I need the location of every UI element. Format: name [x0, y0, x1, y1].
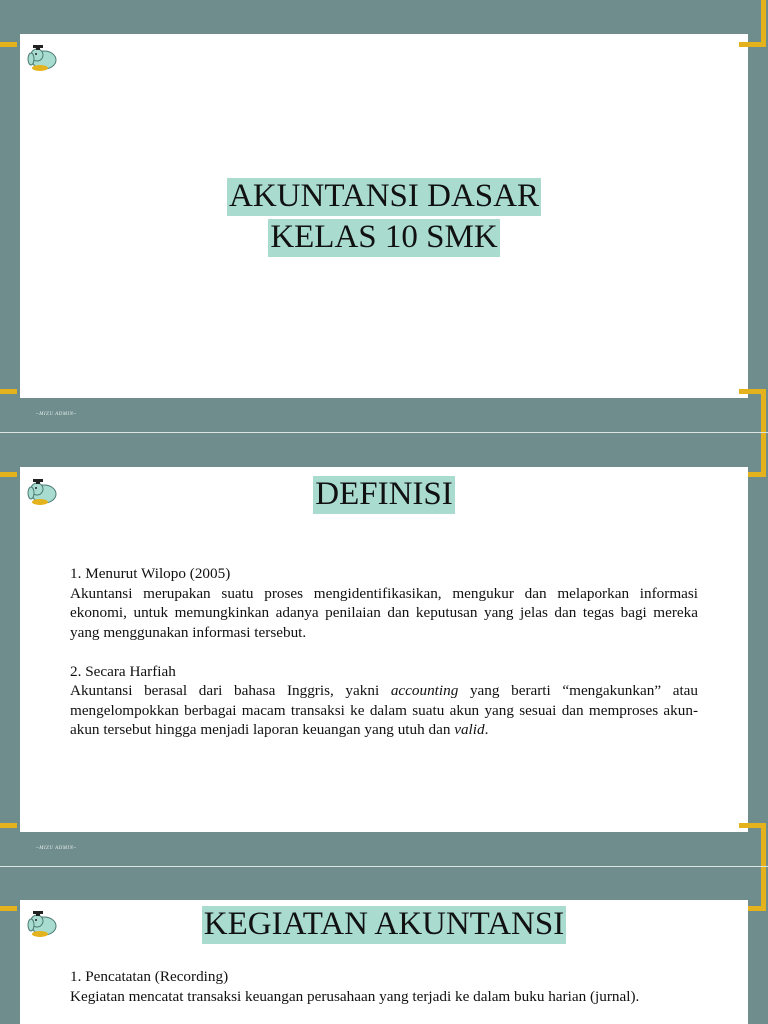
definition-2-text-c: . [484, 721, 489, 738]
activity-1-heading: 1. Pencatatan (Recording) [70, 968, 229, 985]
slide-2-divider [0, 866, 768, 867]
slide-2-bottom-left-bracket [0, 823, 17, 911]
definition-2-italic-valid: valid [454, 721, 485, 738]
definition-1-text: Akuntansi merupakan suatu proses mengidentifikasikan, mengukur dan melaporkan informasi ekonomi, untuk memungkinkan adanya penilaian dan keputusan yang jelas dan tegas bagi mereka yang menggunakan informasi tersebut. [70, 584, 698, 641]
definition-2-text-b: yang berarti “mengakunkan” atau mengelompokkan berbagai macam transaksi ke dalam suatu akun yang sesuai dan memproses akun-akun tersebut hingga menjadi laporan keuangan yang utuh dan [70, 682, 698, 738]
mascot-icon [26, 40, 60, 74]
slide-2-bottom-right-bracket [739, 823, 766, 911]
definition-2-text [70, 681, 698, 740]
definition-2-italic-accounting: accounting [390, 682, 459, 699]
definition-2-text-a: Akuntansi berasal dari bahasa Inggris, yakni [70, 682, 391, 699]
slide-1-top-right-bracket [739, 0, 766, 47]
slide-2-title [20, 476, 748, 514]
slide-1-bottom-left-bracket [0, 389, 17, 477]
slide-1-footer: ~MIZU ADMIN~ [36, 412, 77, 417]
slide-2-title-text: DEFINISI [315, 476, 453, 512]
slide-2-body [70, 564, 698, 740]
slide-1-title [20, 178, 748, 257]
definition-2-heading: 2. Secara Harfiah [70, 662, 176, 680]
definition-1-heading: 1. Menurut Wilopo (2005) [70, 565, 231, 582]
slide-1-top-left-bracket [0, 0, 17, 47]
activity-1-text: Kegiatan mencatat transaksi keuangan perusahaan yang terjadi ke dalam buku harian (jurnal). [70, 987, 640, 1005]
slide-1-divider [0, 432, 768, 433]
slide-1-title-line-1: AKUNTANSI DASAR [229, 178, 539, 214]
slide-3-body [70, 967, 698, 1006]
slide-3-title [20, 906, 748, 944]
slide-1-title-line-2: KELAS 10 SMK [270, 218, 498, 255]
slide-3-title-text: KEGIATAN AKUNTANSI [203, 906, 565, 942]
slide-1-bottom-right-bracket [739, 389, 766, 477]
slide-2-footer: ~MIZU ADMIN~ [36, 846, 77, 851]
